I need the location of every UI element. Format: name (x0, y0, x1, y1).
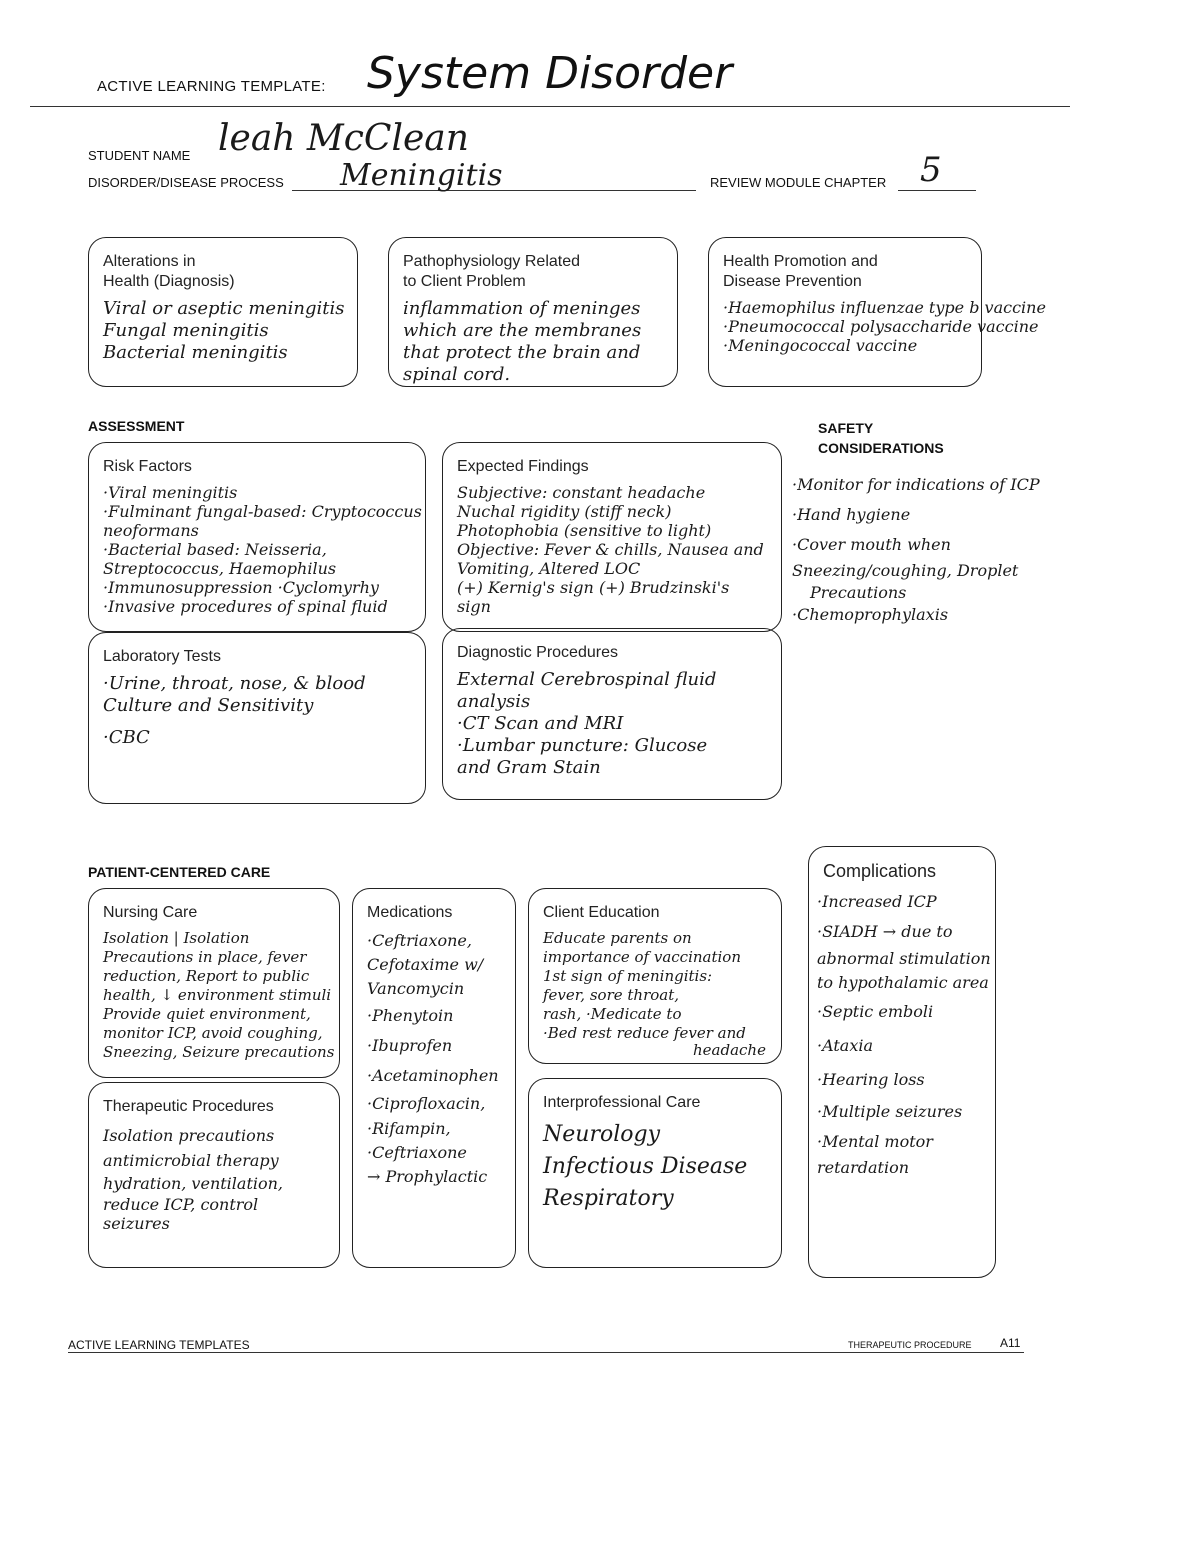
list-item: and Gram Stain (457, 757, 601, 778)
list-item: 1st sign of meningitis: (543, 967, 713, 985)
list-item: ·Mental motor (817, 1132, 933, 1151)
list-item: ·Rifampin, (367, 1119, 451, 1138)
therapeutic-procedures-title: Therapeutic Procedures (103, 1098, 274, 1115)
chapter-value[interactable]: 5 (920, 150, 942, 190)
list-item: Educate parents on (543, 929, 692, 947)
list-item: ·Multiple seizures (817, 1102, 963, 1121)
list-item: neoformans (103, 521, 199, 540)
client-education-box (528, 888, 782, 1064)
list-item: rash, ·Medicate to (543, 1005, 682, 1023)
list-item: ·Urine, throat, nose, & blood (103, 673, 366, 694)
list-item: ·Monitor for indications of ICP (792, 475, 1040, 494)
list-item: reduction, Report to public (103, 967, 310, 985)
list-item: which are the membranes (403, 320, 642, 341)
therapeutic-procedures-content (103, 1123, 329, 1233)
list-item: inflammation of meninges (403, 298, 641, 319)
list-item: Provide quiet environment, (103, 1005, 311, 1023)
disorder-label: DISORDER/DISEASE PROCESS (88, 175, 284, 190)
page-title: System Disorder (367, 48, 733, 99)
list-item: ·Ceftriaxone (367, 1143, 467, 1162)
interprofessional-care-content (543, 1119, 771, 1215)
list-item: ·Cover mouth when (792, 535, 951, 554)
expected-findings-box (442, 442, 782, 632)
list-item: ·Bed rest reduce fever and (543, 1024, 746, 1042)
medications-title: Medications (367, 904, 453, 921)
health-promotion-content (723, 298, 1046, 355)
list-item: ·Haemophilus influenzae type b vaccine (723, 298, 1046, 317)
list-item: ·Chemoprophylaxis (792, 605, 949, 624)
risk-factors-content (103, 483, 422, 616)
list-item: ·Meningococcal vaccine (723, 336, 918, 355)
list-item: ·SIADH → due to (817, 922, 953, 941)
chapter-label: REVIEW MODULE CHAPTER (710, 175, 887, 190)
list-item: Sneezing, Seizure precautions (103, 1043, 335, 1061)
alterations-box (88, 237, 358, 387)
list-item: ·Viral meningitis (103, 483, 238, 502)
list-item: that protect the brain and (403, 342, 641, 363)
list-item: hydration, ventilation, (103, 1174, 284, 1193)
diagnostic-procedures-title: Diagnostic Procedures (457, 644, 618, 661)
list-item: ·Hand hygiene (792, 505, 911, 524)
pathophysiology-box (388, 237, 678, 387)
pathophysiology-title: Pathophysiology Related to Client Problem (403, 253, 581, 290)
alterations-title: Alterations in Health (Diagnosis) (103, 253, 235, 290)
list-item: Sneezing/coughing, Droplet (792, 561, 1019, 580)
list-item: External Cerebrospinal fluid (457, 669, 717, 690)
complications-title: Complications (823, 861, 937, 881)
laboratory-tests-title: Laboratory Tests (103, 648, 221, 665)
list-item: importance of vaccination (543, 948, 741, 966)
list-item: Nuchal rigidity (stiff neck) (457, 502, 672, 521)
list-item: sign (457, 597, 491, 616)
list-item: Vancomycin (367, 979, 465, 998)
nursing-care-title: Nursing Care (103, 904, 198, 921)
list-item: ·CT Scan and MRI (457, 713, 624, 734)
list-item: Bacterial meningitis (103, 342, 288, 363)
list-item: Isolation precautions (103, 1126, 275, 1145)
list-item: Cefotaxime w/ (367, 955, 484, 974)
list-item: abnormal stimulation (817, 949, 991, 968)
list-item: reduce ICP, control (103, 1195, 259, 1214)
complications-box (808, 846, 996, 1278)
list-item: ·Invasive procedures of spinal fluid (103, 597, 388, 616)
list-item: ·Ceftriaxone, (367, 931, 472, 950)
list-item: Infectious Disease (543, 1154, 748, 1179)
list-item: ·Bacterial based: Neisseria, (103, 540, 327, 559)
list-item: health, ↓ environment stimuli (103, 986, 332, 1004)
list-item: ·Pneumococcal polysaccharide vaccine (723, 317, 1039, 336)
list-item: Precautions (810, 583, 907, 602)
risk-factors-title: Risk Factors (103, 458, 192, 475)
student-name-value[interactable]: leah McClean (218, 118, 469, 159)
footer-right-label: THERAPEUTIC PROCEDURE (848, 1340, 972, 1350)
list-item: ·Ciprofloxacin, (367, 1094, 486, 1113)
interprofessional-care-title: Interprofessional Care (543, 1094, 701, 1111)
list-item: → Prophylactic (367, 1167, 488, 1186)
footer-rule (68, 1352, 1024, 1353)
alterations-content (103, 298, 347, 364)
list-item: spinal cord. (403, 364, 511, 385)
list-item: ·Acetaminophen (367, 1066, 499, 1085)
laboratory-tests-content (103, 673, 415, 749)
list-item: Respiratory (543, 1186, 674, 1211)
list-item: Vomiting, Altered LOC (457, 559, 641, 578)
list-item: Subjective: constant headache (457, 483, 706, 502)
list-item: fever, sore throat, (543, 986, 680, 1004)
expected-findings-title: Expected Findings (457, 458, 589, 475)
pathophysiology-content (403, 298, 667, 386)
list-item: to hypothalamic area (817, 973, 989, 992)
list-item: ·Increased ICP (817, 892, 937, 911)
list-item: Viral or aseptic meningitis (103, 298, 345, 319)
list-item: Precautions in place, fever (103, 948, 307, 966)
client-education-content (543, 929, 771, 1058)
list-item: Photophobia (sensitive to light) (457, 521, 712, 540)
student-name-label: STUDENT NAME (88, 148, 191, 163)
nursing-care-content (103, 929, 335, 1062)
footer-page: A11 (1000, 1336, 1021, 1350)
therapeutic-procedures-box (88, 1082, 340, 1268)
list-item: Streptococcus, Haemophilus (103, 559, 337, 578)
list-item: headache (693, 1041, 766, 1059)
list-item: Isolation | Isolation (103, 929, 250, 947)
list-item: ·Fulminant fungal-based: Cryptococcus (103, 502, 422, 521)
safety-label: SAFETY CONSIDERATIONS (818, 420, 944, 456)
nursing-care-box (88, 888, 340, 1078)
template-label: ACTIVE LEARNING TEMPLATE: (97, 78, 326, 95)
safety-content (792, 470, 1152, 626)
list-item: Culture and Sensitivity (103, 695, 314, 716)
risk-factors-box (88, 442, 426, 632)
list-item: antimicrobial therapy (103, 1151, 279, 1170)
patient-care-section-label: PATIENT-CENTERED CARE (88, 864, 271, 880)
list-item: ·CBC (103, 727, 150, 748)
list-item: ·Immunosuppression ·Cyclomyrhy (103, 578, 379, 597)
list-item: Fungal meningitis (103, 320, 269, 341)
medications-content (367, 929, 505, 1189)
assessment-section-label: ASSESSMENT (88, 418, 185, 434)
diagnostic-procedures-content (457, 669, 771, 779)
medications-box (352, 888, 516, 1268)
disorder-value[interactable]: Meningitis (340, 158, 503, 193)
list-item: ·Phenytoin (367, 1006, 454, 1025)
list-item: monitor ICP, avoid coughing, (103, 1024, 323, 1042)
list-item: ·Ataxia (817, 1036, 874, 1055)
list-item: ·Lumbar puncture: Glucose (457, 735, 708, 756)
expected-findings-content (457, 483, 771, 616)
laboratory-tests-box (88, 632, 426, 804)
chapter-underline (898, 190, 976, 191)
list-item: seizures (103, 1214, 170, 1233)
diagnostic-procedures-box (442, 628, 782, 800)
list-item: Neurology (543, 1122, 660, 1147)
list-item: (+) Kernig's sign (+) Brudzinski's (457, 578, 730, 597)
list-item: ·Ibuprofen (367, 1036, 453, 1055)
list-item: ·Septic emboli (817, 1002, 934, 1021)
interprofessional-care-box (528, 1078, 782, 1268)
list-item: ·Hearing loss (817, 1070, 925, 1089)
health-promotion-title: Health Promotion and Disease Prevention (723, 253, 878, 290)
health-promotion-box (708, 237, 1046, 387)
list-item: retardation (817, 1158, 909, 1177)
footer-left: ACTIVE LEARNING TEMPLATES (68, 1338, 250, 1352)
complications-content (817, 887, 991, 1179)
list-item: Objective: Fever & chills, Nausea and (457, 540, 764, 559)
client-education-title: Client Education (543, 904, 660, 921)
list-item: analysis (457, 691, 531, 712)
header-rule (30, 106, 1070, 107)
